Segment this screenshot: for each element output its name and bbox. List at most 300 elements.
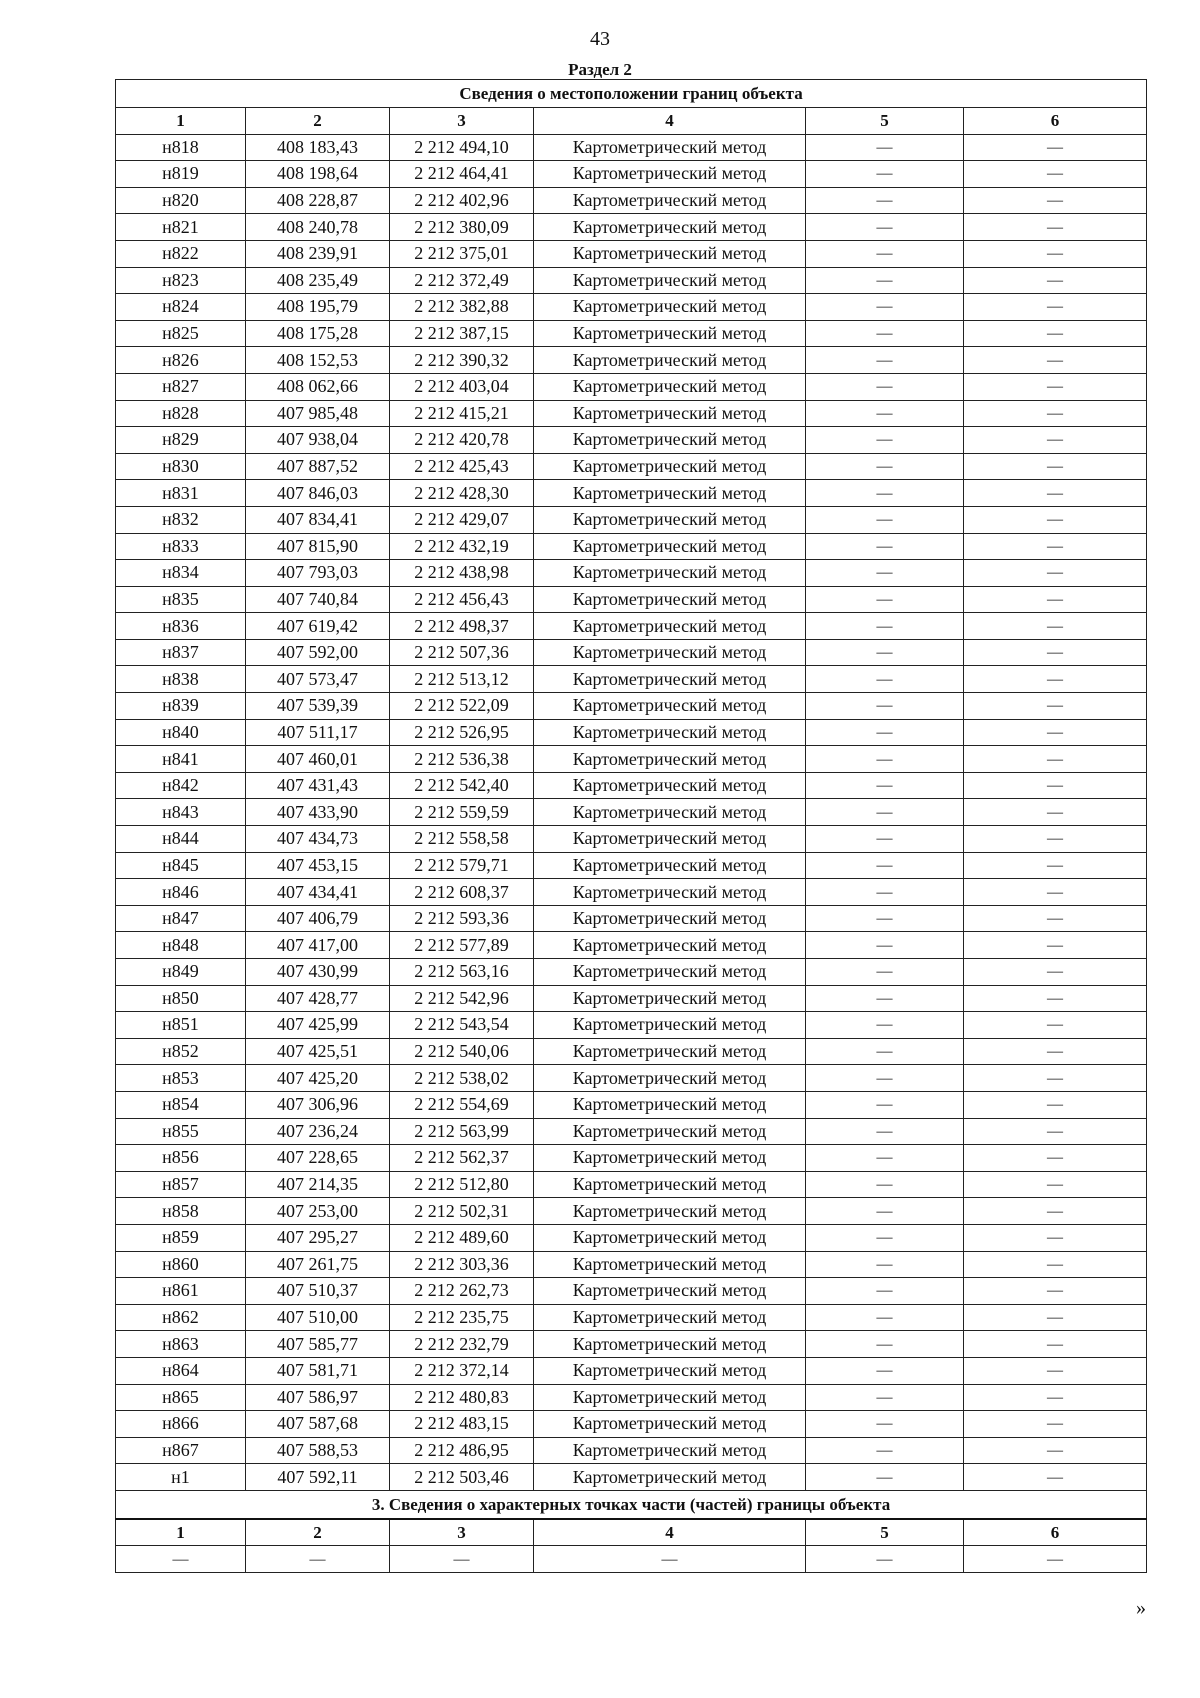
y-coordinate: 2 212 380,09: [390, 214, 534, 241]
column-6-value: —: [964, 1278, 1147, 1305]
y-coordinate: 2 212 563,99: [390, 1118, 534, 1145]
boundary-table: [115, 79, 1147, 1573]
x-coordinate: 408 240,78: [246, 214, 390, 241]
method: Картометрический метод: [534, 161, 806, 188]
column-5-value: —: [806, 373, 964, 400]
column-5-value: —: [806, 905, 964, 932]
table-row: [116, 746, 1147, 773]
column-5-value: —: [806, 1411, 964, 1438]
method: Картометрический метод: [534, 1065, 806, 1092]
section3-caption: 3. Сведения о характерных точках части (частей) границы объекта: [116, 1490, 1147, 1519]
x-coordinate: 407 887,52: [246, 453, 390, 480]
method: Картометрический метод: [534, 959, 806, 986]
column-5-value: —: [806, 746, 964, 773]
y-coordinate: 2 212 494,10: [390, 134, 534, 161]
column-6-value: —: [964, 560, 1147, 587]
y-coordinate: 2 212 464,41: [390, 161, 534, 188]
column-6-value: —: [964, 1464, 1147, 1491]
method: Картометрический метод: [534, 932, 806, 959]
column-5-value: —: [806, 1012, 964, 1039]
method: Картометрический метод: [534, 1304, 806, 1331]
page-number: 43: [590, 28, 610, 50]
table-row: [116, 1198, 1147, 1225]
column-5-value: —: [806, 533, 964, 560]
point-label: н837: [116, 639, 246, 666]
point-label: н841: [116, 746, 246, 773]
table-row: [116, 799, 1147, 826]
x-coordinate: 407 406,79: [246, 905, 390, 932]
point-label: н863: [116, 1331, 246, 1358]
x-coordinate: 407 585,77: [246, 1331, 390, 1358]
method: Картометрический метод: [534, 1145, 806, 1172]
column-5-value: —: [806, 187, 964, 214]
point-label: н829: [116, 427, 246, 454]
point-label: н859: [116, 1224, 246, 1251]
column-5-value: —: [806, 1038, 964, 1065]
x-coordinate: 408 152,53: [246, 347, 390, 374]
method: Картометрический метод: [534, 826, 806, 853]
method: Картометрический метод: [534, 1464, 806, 1491]
x-coordinate: 407 740,84: [246, 586, 390, 613]
table-row: [116, 1251, 1147, 1278]
column-5-value: —: [806, 985, 964, 1012]
point-label: н834: [116, 560, 246, 587]
column-6-value: —: [964, 852, 1147, 879]
empty-value: —: [246, 1546, 390, 1573]
method: Картометрический метод: [534, 1091, 806, 1118]
table-row: [116, 1304, 1147, 1331]
table-row: [116, 161, 1147, 188]
column-number: 5: [806, 1519, 964, 1546]
end-quote-mark: »: [1136, 1597, 1146, 1619]
table-row: [116, 267, 1147, 294]
table-row: [116, 905, 1147, 932]
column-5-value: —: [806, 879, 964, 906]
column-6-value: —: [964, 932, 1147, 959]
column-5-value: —: [806, 506, 964, 533]
column-5-value: —: [806, 586, 964, 613]
point-label: н831: [116, 480, 246, 507]
column-number: 6: [964, 1519, 1147, 1546]
point-label: н853: [116, 1065, 246, 1092]
column-5-value: —: [806, 1145, 964, 1172]
method: Картометрический метод: [534, 1198, 806, 1225]
x-coordinate: 407 846,03: [246, 480, 390, 507]
y-coordinate: 2 212 502,31: [390, 1198, 534, 1225]
x-coordinate: 407 261,75: [246, 1251, 390, 1278]
column-5-value: —: [806, 1331, 964, 1358]
column-5-value: —: [806, 639, 964, 666]
method: Картометрический метод: [534, 586, 806, 613]
x-coordinate: 407 586,97: [246, 1384, 390, 1411]
x-coordinate: 407 428,77: [246, 985, 390, 1012]
method: Картометрический метод: [534, 480, 806, 507]
y-coordinate: 2 212 303,36: [390, 1251, 534, 1278]
method: Картометрический метод: [534, 905, 806, 932]
column-6-value: —: [964, 187, 1147, 214]
column-5-value: —: [806, 1304, 964, 1331]
x-coordinate: 408 175,28: [246, 320, 390, 347]
table-row: [116, 772, 1147, 799]
method: Картометрический метод: [534, 1437, 806, 1464]
column-6-value: —: [964, 400, 1147, 427]
point-label: н822: [116, 240, 246, 267]
y-coordinate: 2 212 382,88: [390, 294, 534, 321]
column-5-value: —: [806, 427, 964, 454]
column-6-value: —: [964, 959, 1147, 986]
column-5-value: —: [806, 772, 964, 799]
method: Картометрический метод: [534, 373, 806, 400]
method: Картометрический метод: [534, 320, 806, 347]
table-row: [116, 1012, 1147, 1039]
column-6-value: —: [964, 719, 1147, 746]
column-5-value: —: [806, 1065, 964, 1092]
y-coordinate: 2 212 428,30: [390, 480, 534, 507]
point-label: н820: [116, 187, 246, 214]
y-coordinate: 2 212 503,46: [390, 1464, 534, 1491]
y-coordinate: 2 212 432,19: [390, 533, 534, 560]
table-row: [116, 1171, 1147, 1198]
method: Картометрический метод: [534, 453, 806, 480]
table-caption: Сведения о местоположении границ объекта: [116, 80, 1147, 108]
y-coordinate: 2 212 456,43: [390, 586, 534, 613]
empty-value: —: [806, 1546, 964, 1573]
x-coordinate: 407 510,00: [246, 1304, 390, 1331]
column-6-value: —: [964, 1065, 1147, 1092]
point-label: н826: [116, 347, 246, 374]
point-label: н855: [116, 1118, 246, 1145]
column-6-value: —: [964, 985, 1147, 1012]
y-coordinate: 2 212 540,06: [390, 1038, 534, 1065]
x-coordinate: 407 295,27: [246, 1224, 390, 1251]
point-label: н836: [116, 613, 246, 640]
column-6-value: —: [964, 1224, 1147, 1251]
table-row: [116, 586, 1147, 613]
point-label: н825: [116, 320, 246, 347]
column-number: 2: [246, 1519, 390, 1546]
table-row: [116, 1464, 1147, 1491]
column-5-value: —: [806, 480, 964, 507]
x-coordinate: 407 228,65: [246, 1145, 390, 1172]
method: Картометрический метод: [534, 533, 806, 560]
table-row: [116, 1278, 1147, 1305]
y-coordinate: 2 212 438,98: [390, 560, 534, 587]
column-6-value: —: [964, 613, 1147, 640]
y-coordinate: 2 212 507,36: [390, 639, 534, 666]
y-coordinate: 2 212 480,83: [390, 1384, 534, 1411]
method: Картометрический метод: [534, 1118, 806, 1145]
column-6-value: —: [964, 1331, 1147, 1358]
table-row: [116, 1357, 1147, 1384]
column-6-value: —: [964, 161, 1147, 188]
x-coordinate: 407 587,68: [246, 1411, 390, 1438]
table-row: [116, 214, 1147, 241]
column-6-value: —: [964, 799, 1147, 826]
table-row: [116, 1331, 1147, 1358]
point-label: н856: [116, 1145, 246, 1172]
column-5-value: —: [806, 719, 964, 746]
y-coordinate: 2 212 536,38: [390, 746, 534, 773]
column-number-row: [116, 108, 1147, 135]
column-6-value: —: [964, 373, 1147, 400]
column-5-value: —: [806, 1118, 964, 1145]
point-label: н860: [116, 1251, 246, 1278]
table-row: [116, 1091, 1147, 1118]
table-row: [116, 852, 1147, 879]
column-5-value: —: [806, 1278, 964, 1305]
point-label: н861: [116, 1278, 246, 1305]
column-5-value: —: [806, 666, 964, 693]
section3-caption-row: [116, 1490, 1147, 1519]
section3-column-number-row: [116, 1519, 1147, 1546]
x-coordinate: 407 460,01: [246, 746, 390, 773]
empty-value: —: [534, 1546, 806, 1573]
point-label: н847: [116, 905, 246, 932]
method: Картометрический метод: [534, 1411, 806, 1438]
table-row: [116, 639, 1147, 666]
column-6-value: —: [964, 427, 1147, 454]
table-row: [116, 400, 1147, 427]
y-coordinate: 2 212 562,37: [390, 1145, 534, 1172]
y-coordinate: 2 212 608,37: [390, 879, 534, 906]
y-coordinate: 2 212 372,49: [390, 267, 534, 294]
x-coordinate: 407 573,47: [246, 666, 390, 693]
column-6-value: —: [964, 879, 1147, 906]
column-6-value: —: [964, 347, 1147, 374]
column-5-value: —: [806, 693, 964, 720]
point-label: н823: [116, 267, 246, 294]
table-row: [116, 187, 1147, 214]
y-coordinate: 2 212 402,96: [390, 187, 534, 214]
table-row: [116, 1384, 1147, 1411]
x-coordinate: 407 834,41: [246, 506, 390, 533]
column-6-value: —: [964, 1304, 1147, 1331]
table-row: [116, 294, 1147, 321]
y-coordinate: 2 212 372,14: [390, 1357, 534, 1384]
table-row: [116, 826, 1147, 853]
x-coordinate: 407 588,53: [246, 1437, 390, 1464]
column-6-value: —: [964, 134, 1147, 161]
y-coordinate: 2 212 579,71: [390, 852, 534, 879]
x-coordinate: 407 581,71: [246, 1357, 390, 1384]
method: Картометрический метод: [534, 1171, 806, 1198]
point-label: н818: [116, 134, 246, 161]
x-coordinate: 407 430,99: [246, 959, 390, 986]
method: Картометрический метод: [534, 799, 806, 826]
y-coordinate: 2 212 483,15: [390, 1411, 534, 1438]
method: Картометрический метод: [534, 427, 806, 454]
method: Картометрический метод: [534, 560, 806, 587]
column-5-value: —: [806, 347, 964, 374]
table-row: [116, 932, 1147, 959]
x-coordinate: 407 306,96: [246, 1091, 390, 1118]
point-label: н842: [116, 772, 246, 799]
x-coordinate: 407 592,00: [246, 639, 390, 666]
point-label: н819: [116, 161, 246, 188]
method: Картометрический метод: [534, 214, 806, 241]
y-coordinate: 2 212 403,04: [390, 373, 534, 400]
x-coordinate: 407 433,90: [246, 799, 390, 826]
table-row: [116, 453, 1147, 480]
method: Картометрический метод: [534, 1384, 806, 1411]
column-5-value: —: [806, 267, 964, 294]
table-row: [116, 533, 1147, 560]
column-6-value: —: [964, 267, 1147, 294]
table-row: [116, 480, 1147, 507]
column-6-value: —: [964, 294, 1147, 321]
y-coordinate: 2 212 593,36: [390, 905, 534, 932]
x-coordinate: 407 592,11: [246, 1464, 390, 1491]
point-label: н840: [116, 719, 246, 746]
y-coordinate: 2 212 489,60: [390, 1224, 534, 1251]
table-row: [116, 1411, 1147, 1438]
x-coordinate: 408 235,49: [246, 267, 390, 294]
column-6-value: —: [964, 666, 1147, 693]
point-label: н832: [116, 506, 246, 533]
column-5-value: —: [806, 932, 964, 959]
x-coordinate: 408 239,91: [246, 240, 390, 267]
column-6-value: —: [964, 1384, 1147, 1411]
x-coordinate: 408 195,79: [246, 294, 390, 321]
column-5-value: —: [806, 560, 964, 587]
y-coordinate: 2 212 522,09: [390, 693, 534, 720]
column-6-value: —: [964, 693, 1147, 720]
method: Картометрический метод: [534, 1331, 806, 1358]
column-5-value: —: [806, 1384, 964, 1411]
method: Картометрический метод: [534, 693, 806, 720]
y-coordinate: 2 212 543,54: [390, 1012, 534, 1039]
method: Картометрический метод: [534, 772, 806, 799]
y-coordinate: 2 212 558,58: [390, 826, 534, 853]
method: Картометрический метод: [534, 1278, 806, 1305]
point-label: н824: [116, 294, 246, 321]
method: Картометрический метод: [534, 1012, 806, 1039]
point-label: н867: [116, 1437, 246, 1464]
table-row: [116, 1038, 1147, 1065]
x-coordinate: 407 425,99: [246, 1012, 390, 1039]
y-coordinate: 2 212 554,69: [390, 1091, 534, 1118]
column-5-value: —: [806, 294, 964, 321]
y-coordinate: 2 212 542,96: [390, 985, 534, 1012]
point-label: н827: [116, 373, 246, 400]
method: Картометрический метод: [534, 1224, 806, 1251]
x-coordinate: 408 183,43: [246, 134, 390, 161]
column-5-value: —: [806, 1464, 964, 1491]
y-coordinate: 2 212 235,75: [390, 1304, 534, 1331]
column-5-value: —: [806, 826, 964, 853]
x-coordinate: 407 793,03: [246, 560, 390, 587]
column-5-value: —: [806, 1251, 964, 1278]
x-coordinate: 407 985,48: [246, 400, 390, 427]
x-coordinate: 407 938,04: [246, 427, 390, 454]
y-coordinate: 2 212 577,89: [390, 932, 534, 959]
table-row: [116, 985, 1147, 1012]
column-6-value: —: [964, 826, 1147, 853]
column-6-value: —: [964, 905, 1147, 932]
point-label: н862: [116, 1304, 246, 1331]
empty-value: —: [390, 1546, 534, 1573]
empty-value: —: [964, 1546, 1147, 1573]
column-6-value: —: [964, 1012, 1147, 1039]
y-coordinate: 2 212 420,78: [390, 427, 534, 454]
method: Картометрический метод: [534, 613, 806, 640]
method: Картометрический метод: [534, 400, 806, 427]
point-label: н858: [116, 1198, 246, 1225]
y-coordinate: 2 212 512,80: [390, 1171, 534, 1198]
method: Картометрический метод: [534, 134, 806, 161]
column-5-value: —: [806, 161, 964, 188]
point-label: н864: [116, 1357, 246, 1384]
table-row: [116, 427, 1147, 454]
x-coordinate: 407 253,00: [246, 1198, 390, 1225]
y-coordinate: 2 212 542,40: [390, 772, 534, 799]
column-5-value: —: [806, 134, 964, 161]
column-6-value: —: [964, 240, 1147, 267]
column-6-value: —: [964, 1091, 1147, 1118]
table-row: [116, 320, 1147, 347]
table-row: [116, 1145, 1147, 1172]
column-6-value: —: [964, 1251, 1147, 1278]
table-row: [116, 1118, 1147, 1145]
x-coordinate: 407 214,35: [246, 1171, 390, 1198]
point-label: н851: [116, 1012, 246, 1039]
method: Картометрический метод: [534, 852, 806, 879]
table-row: [116, 134, 1147, 161]
section-title: Раздел 2: [568, 60, 632, 79]
point-label: н843: [116, 799, 246, 826]
column-6-value: —: [964, 746, 1147, 773]
table-row: [116, 347, 1147, 374]
x-coordinate: 407 510,37: [246, 1278, 390, 1305]
table-row: [116, 240, 1147, 267]
column-5-value: —: [806, 320, 964, 347]
table-row: [116, 373, 1147, 400]
table-row: [116, 879, 1147, 906]
x-coordinate: 407 425,20: [246, 1065, 390, 1092]
table-caption-row: [116, 80, 1147, 108]
column-number: 4: [534, 1519, 806, 1546]
point-label: н849: [116, 959, 246, 986]
x-coordinate: 407 434,73: [246, 826, 390, 853]
column-6-value: —: [964, 506, 1147, 533]
method: Картометрический метод: [534, 1251, 806, 1278]
table-row: [116, 1224, 1147, 1251]
method: Картометрический метод: [534, 240, 806, 267]
x-coordinate: 408 198,64: [246, 161, 390, 188]
y-coordinate: 2 212 387,15: [390, 320, 534, 347]
table-row: [116, 959, 1147, 986]
column-number: 5: [806, 108, 964, 135]
column-5-value: —: [806, 799, 964, 826]
y-coordinate: 2 212 498,37: [390, 613, 534, 640]
column-number: 3: [390, 108, 534, 135]
column-6-value: —: [964, 480, 1147, 507]
table-row: [116, 506, 1147, 533]
method: Картометрический метод: [534, 879, 806, 906]
column-6-value: —: [964, 214, 1147, 241]
x-coordinate: 407 539,39: [246, 693, 390, 720]
table-row: [116, 693, 1147, 720]
x-coordinate: 407 511,17: [246, 719, 390, 746]
method: Картометрический метод: [534, 985, 806, 1012]
column-6-value: —: [964, 533, 1147, 560]
x-coordinate: 407 619,42: [246, 613, 390, 640]
y-coordinate: 2 212 415,21: [390, 400, 534, 427]
x-coordinate: 407 453,15: [246, 852, 390, 879]
method: Картометрический метод: [534, 506, 806, 533]
column-number: 4: [534, 108, 806, 135]
column-5-value: —: [806, 613, 964, 640]
